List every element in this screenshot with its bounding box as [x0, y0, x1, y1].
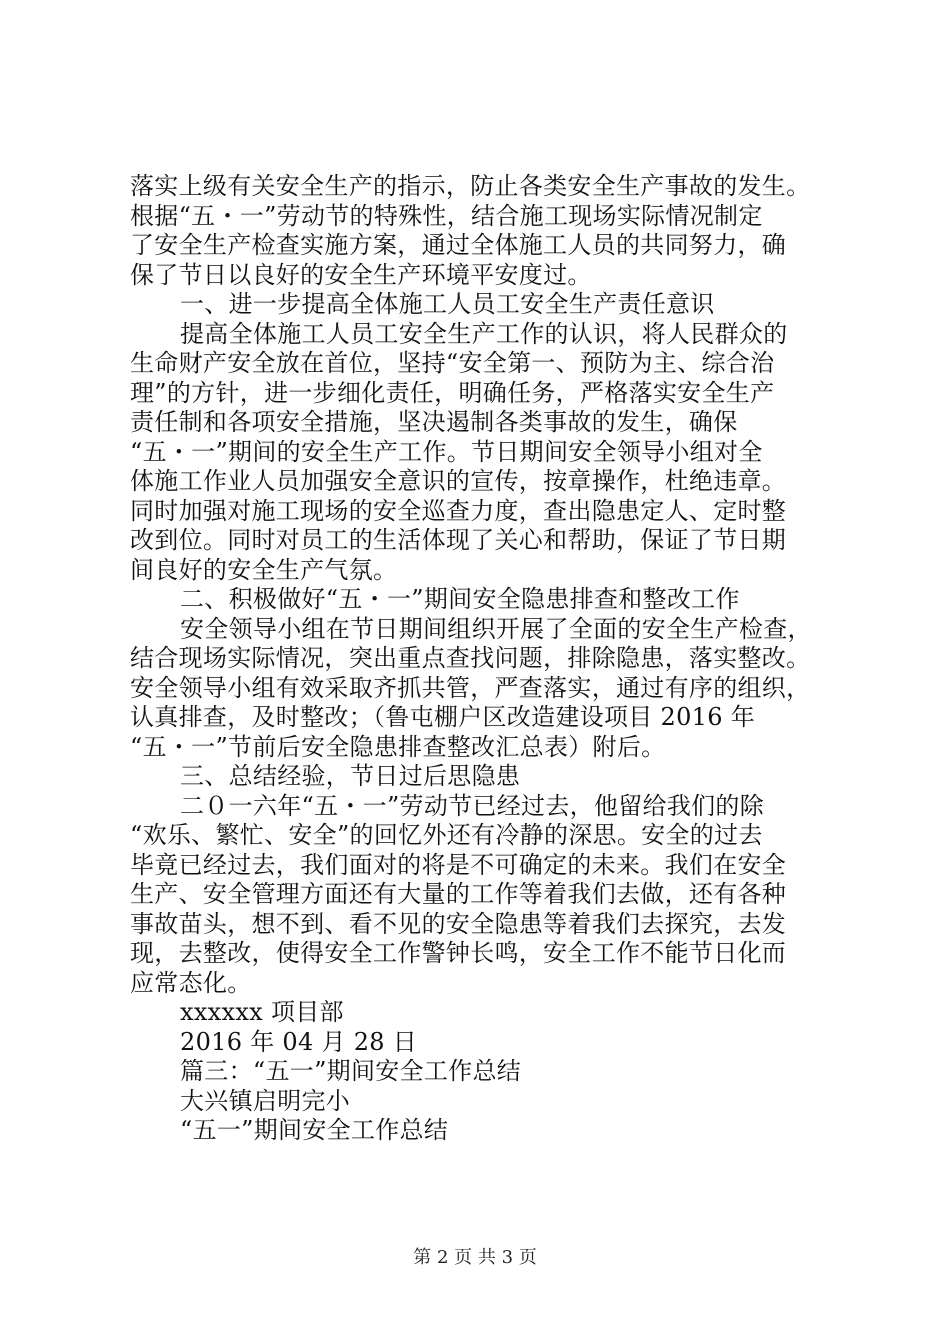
- text-line: 大兴镇启明完小: [180, 1086, 351, 1115]
- text-line: 毕竟已经过去，我们面对的将是不可确定的未来。我们在安全: [130, 850, 787, 879]
- text-line: 二、积极做好“五・一”期间安全隐患排查和整改工作: [180, 585, 740, 613]
- text-line: “五・一”节前后安全隐患排查整改汇总表）附后。: [130, 732, 666, 761]
- page-footer: 第 2 页 共 3 页: [413, 1247, 537, 1268]
- text-line: 理”的方针，进一步细化责任，明确任务，严格落实安全生产: [130, 378, 775, 407]
- text-line: 改到位。同时对员工的生活体现了关心和帮助，保证了节日期: [130, 526, 787, 554]
- text-line: 应常态化。: [130, 968, 252, 997]
- text-line: 同时加强对施工现场的安全巡查力度，查出隐患定人、定时整: [130, 496, 787, 525]
- text-line: 一、进一步提高全体施工人员工安全生产责任意识: [180, 290, 715, 318]
- text-line: 认真排查，及时整改；（鲁屯棚户区改造建设项目 2016 年: [130, 703, 756, 731]
- text-line: 了安全生产检查实施方案，通过全体施工人员的共同努力，确: [130, 231, 787, 259]
- text-line: 篇三：“五一”期间安全工作总结: [180, 1057, 522, 1085]
- text-line: xxxxxx 项目部: [180, 998, 344, 1026]
- text-line: 2016 年 04 月 28 日: [180, 1027, 418, 1056]
- text-line: “五一”期间安全工作总结: [180, 1116, 449, 1144]
- text-line: “欢乐、繁忙、安全”的回忆外还有冷静的深思。安全的过去: [130, 821, 763, 849]
- text-line: 生命财产安全放在首位，坚持“安全第一、预防为主、综合治: [130, 349, 775, 377]
- text-line: 体施工作业人员加强安全意识的宣传，按章操作，杜绝违章。: [130, 467, 787, 495]
- text-line: 三、总结经验，节日过后思隐患: [180, 762, 521, 790]
- text-line: 安全领导小组有效采取齐抓共管，严查落实，通过有序的组织，: [130, 673, 811, 702]
- text-line: 间良好的安全生产气氛。: [130, 555, 398, 584]
- text-line: 责任制和各项安全措施，坚决遏制各类事故的发生，确保: [130, 408, 738, 436]
- text-line: 事故苗头，想不到、看不见的安全隐患等着我们去探究，去发: [130, 909, 787, 938]
- text-line: 保了节日以良好的安全生产环境平安度过。: [130, 260, 592, 289]
- text-line: 根据“五・一”劳动节的特殊性，结合施工现场实际情况制定: [130, 201, 763, 230]
- text-line: 结合现场实际情况，突出重点查找问题，排除隐患，落实整改。: [130, 644, 811, 672]
- text-line: 二０一六年“五・一”劳动节已经过去，他留给我们的除: [180, 791, 765, 820]
- text-line: 生产、安全管理方面还有大量的工作等着我们去做，还有各种: [130, 880, 787, 908]
- document-body: [130, 172, 830, 1146]
- text-line: 现，去整改，使得安全工作警钟长鸣，安全工作不能节日化而: [130, 939, 787, 967]
- text-line: 提高全体施工人员工安全生产工作的认识，将人民群众的: [180, 319, 788, 348]
- text-line: 安全领导小组在节日期间组织开展了全面的安全生产检查，: [180, 614, 812, 643]
- text-line: “五・一”期间的安全生产工作。节日期间安全领导小组对全: [130, 437, 763, 466]
- text-line: 落实上级有关安全生产的指示，防止各类安全生产事故的发生。: [130, 172, 811, 200]
